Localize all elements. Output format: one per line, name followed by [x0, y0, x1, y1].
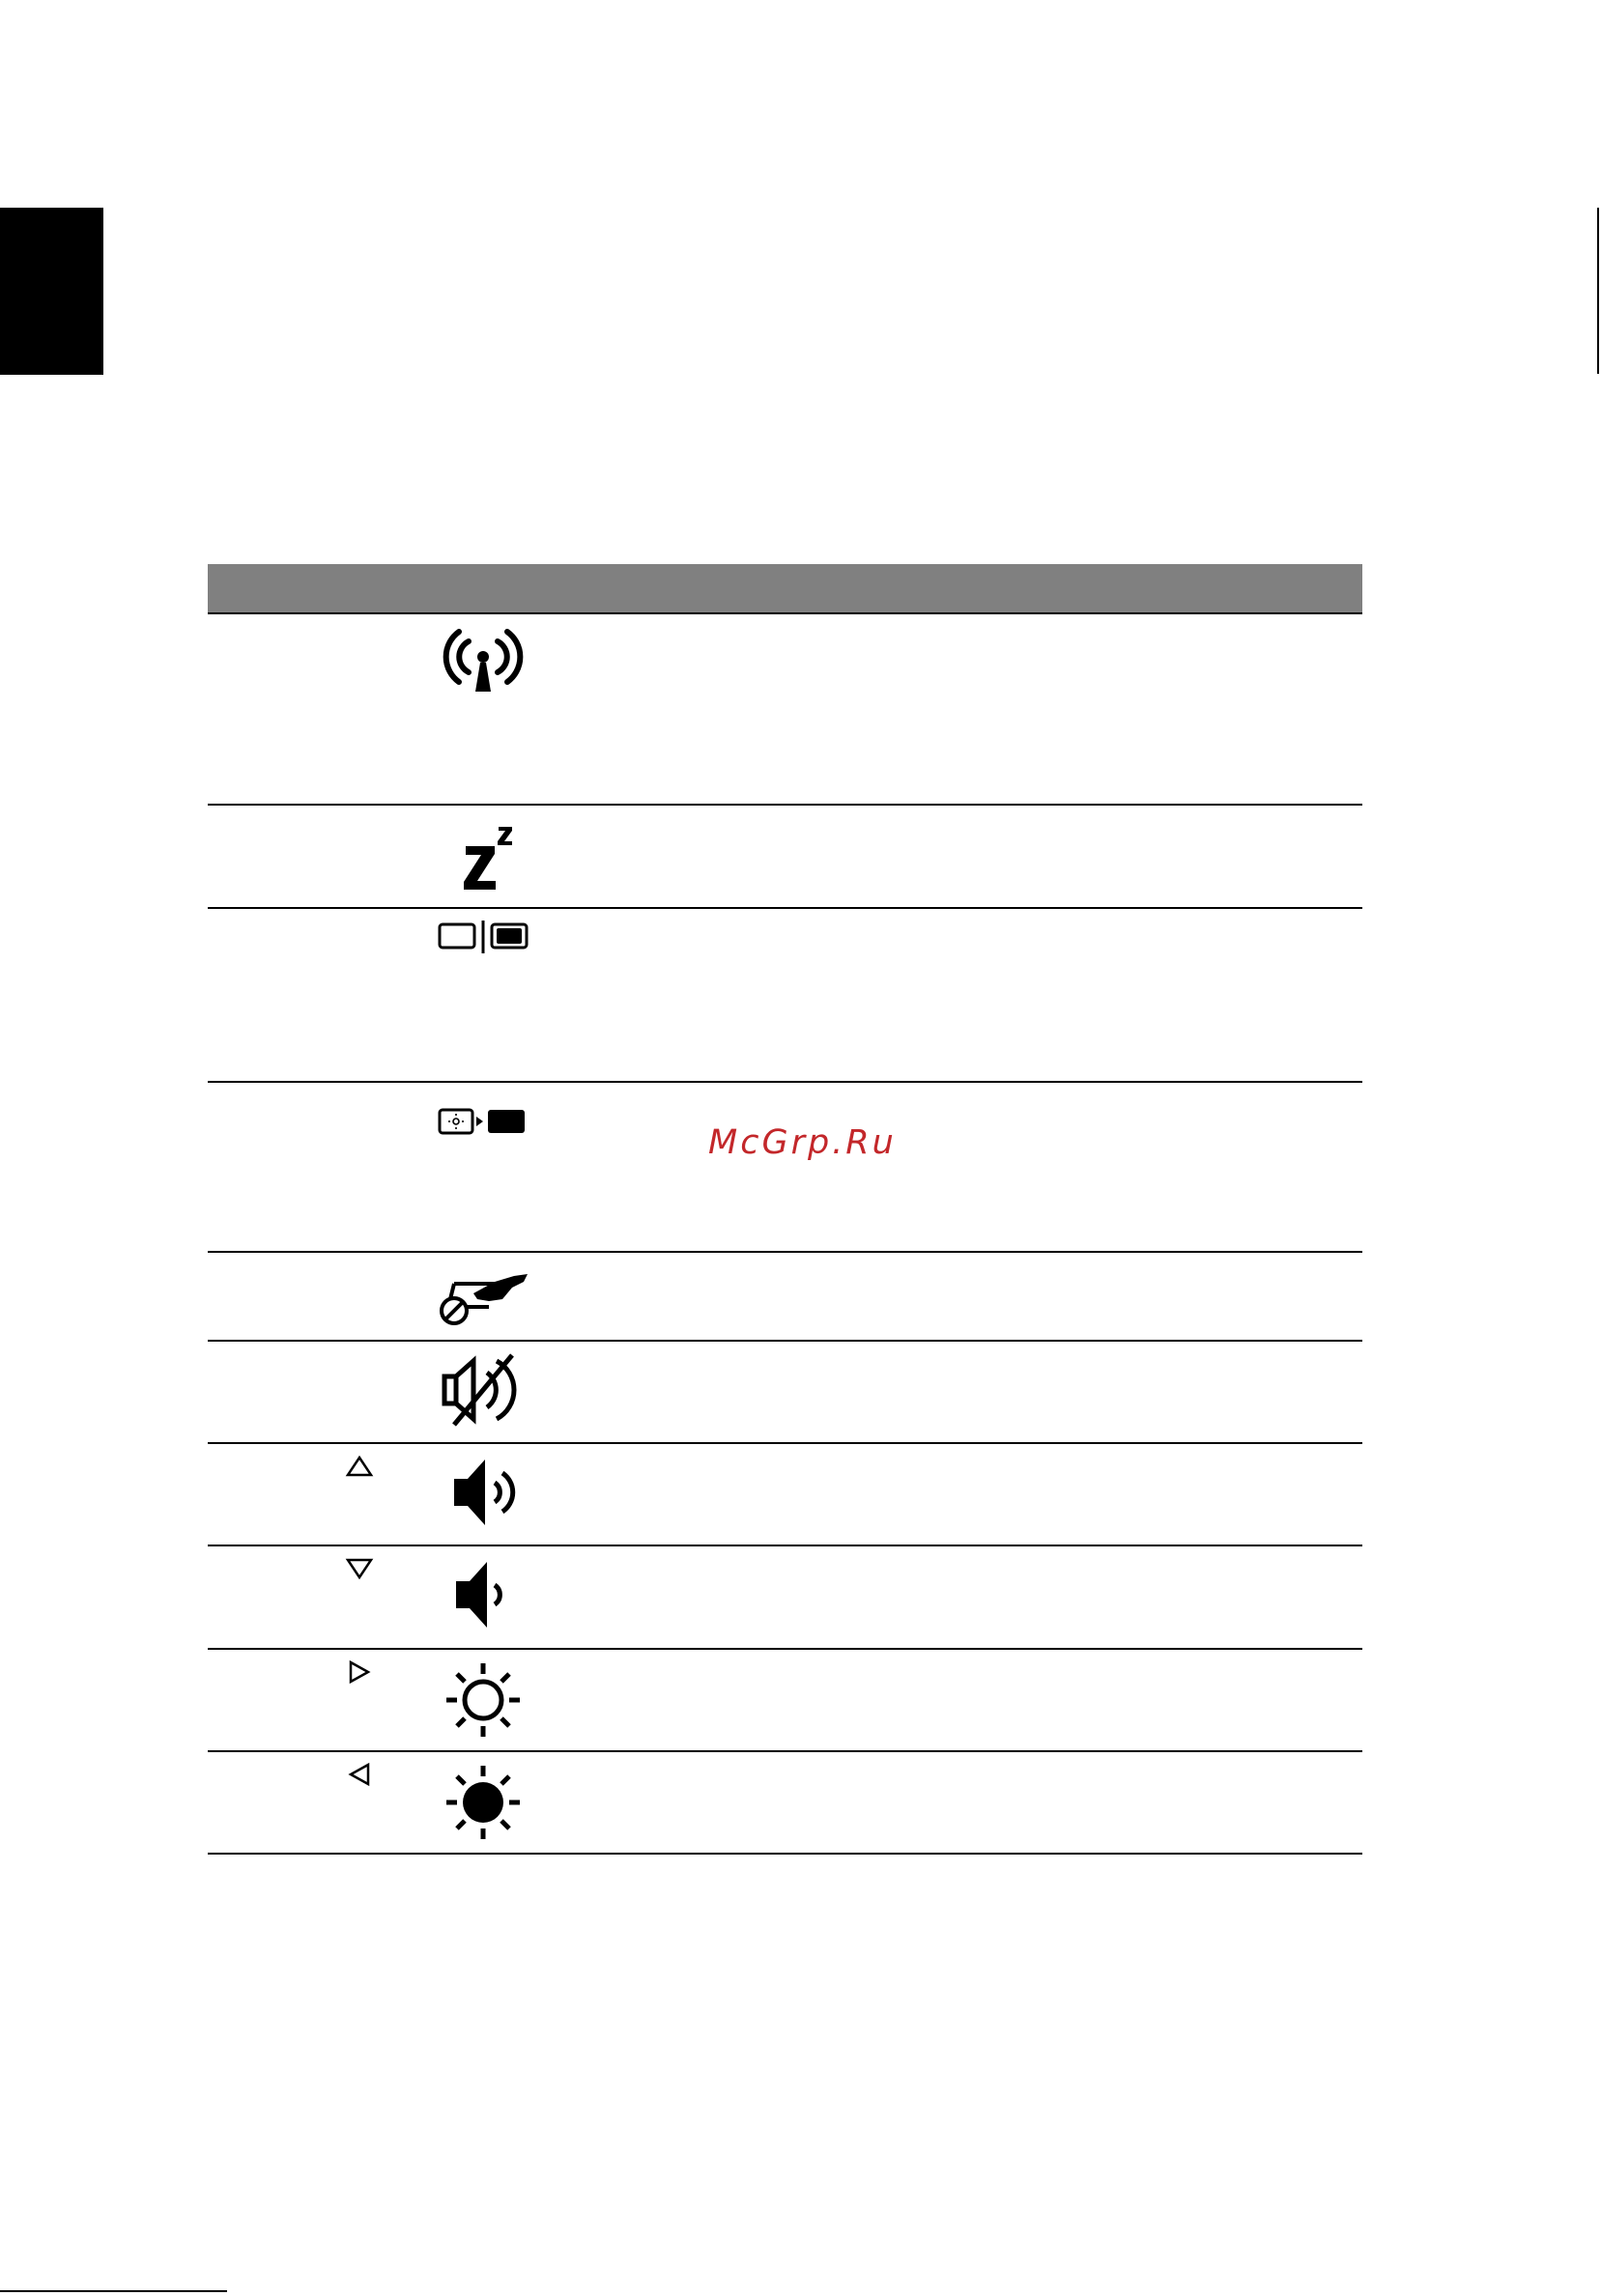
- display-toggle-icon: [435, 919, 531, 957]
- right-margin-rule: [1597, 208, 1599, 374]
- speaker-mute-icon: [435, 1351, 531, 1429]
- wireless-communication-icon: [435, 622, 531, 699]
- arrow-left-icon: [345, 1762, 374, 1787]
- brightness-up-icon: [435, 1661, 531, 1739]
- arrow-down-icon: [345, 1556, 374, 1581]
- table-row: [208, 1083, 1362, 1253]
- touchpad-toggle-icon: [435, 1272, 531, 1330]
- footnote-rule: [0, 2290, 227, 2292]
- table-row: [208, 1342, 1362, 1444]
- table-row: [208, 1650, 1362, 1752]
- chapter-side-tab: [0, 208, 103, 375]
- table-row: [208, 1444, 1362, 1546]
- brightness-down-icon: [435, 1764, 531, 1841]
- table-row: [208, 614, 1362, 806]
- watermark-text: McGrp.Ru: [708, 1123, 897, 1162]
- arrow-right-icon: [345, 1659, 374, 1685]
- screen-blank-icon: [435, 1108, 531, 1137]
- hotkey-table: [208, 564, 1362, 1855]
- table-row: [208, 806, 1362, 909]
- table-row: [208, 1752, 1362, 1855]
- table-header: [208, 564, 1362, 614]
- table-row: [208, 909, 1362, 1083]
- sleep-icon: [435, 819, 531, 896]
- table-row: [208, 1253, 1362, 1342]
- table-row: [208, 1546, 1362, 1650]
- volume-down-icon: [435, 1556, 531, 1633]
- volume-up-icon: [435, 1454, 531, 1531]
- arrow-up-icon: [345, 1454, 374, 1479]
